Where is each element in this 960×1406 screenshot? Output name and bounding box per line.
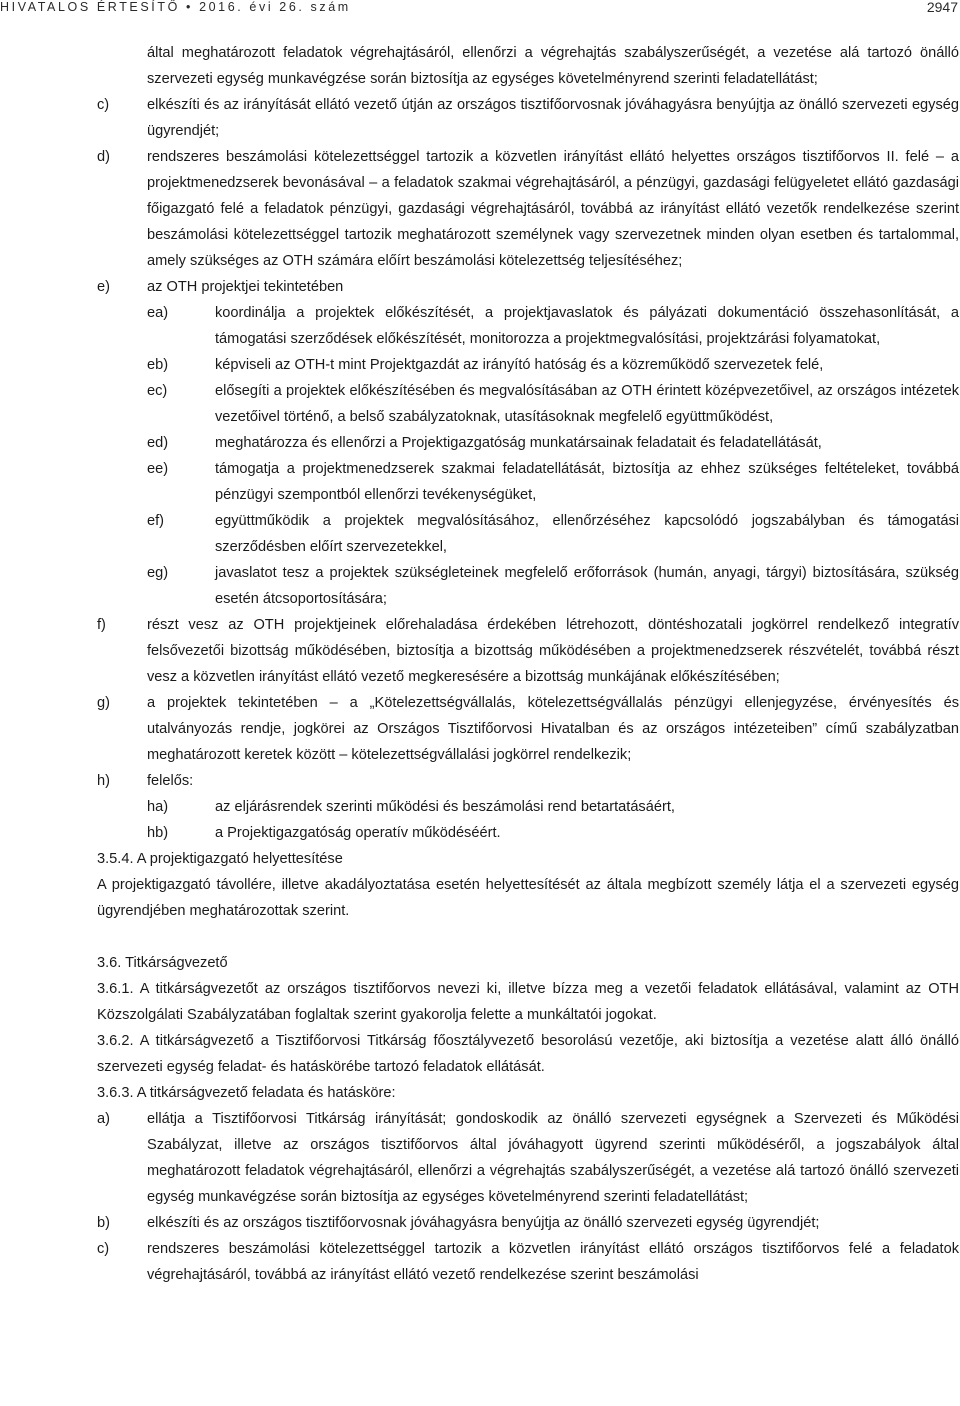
list-item-c bbox=[97, 92, 959, 144]
subitem-text: az eljárásrendek szerinti működési és beszámolási rend betartatásáért, bbox=[215, 799, 675, 815]
item-label: f) bbox=[97, 617, 106, 633]
item-label: a) bbox=[97, 1111, 110, 1127]
document-body bbox=[97, 40, 959, 1288]
journal-title: HIVATALOS ÉRTESÍTŐ bbox=[0, 0, 180, 14]
subitem-label: hb) bbox=[147, 825, 169, 841]
item-text: rendszeres beszámolási kötelezettséggel tartozik a közvetlen irányítást ellátó országos tisztifőorvos felé a feladatok végrehajtásáról, továbbá az irányítást ellátó vezető rendelkezése szerint beszámolási bbox=[147, 1241, 959, 1283]
subitem-label: ha) bbox=[147, 799, 169, 815]
subitem-label: ee) bbox=[147, 461, 169, 477]
sublist-item-hb bbox=[97, 820, 959, 846]
sublist-item-ea bbox=[97, 300, 959, 352]
item-label: c) bbox=[97, 1241, 110, 1257]
running-header bbox=[0, 0, 960, 20]
section-heading-3-5-4: 3.5.4. A projektigazgató helyettesítése bbox=[97, 851, 343, 867]
sublist-item-ef bbox=[97, 508, 959, 560]
sublist-item-ha bbox=[97, 794, 959, 820]
subitem-text: elősegíti a projektek előkészítésében és megvalósításában az OTH érintett középvezetőivel, az országos intézetek vezetőivel történő, a belső szabályzatoknak, utasításoknak megfelelő együttműködést, bbox=[215, 383, 959, 425]
subitem-text: együttműködik a projektek megvalósításához, ellenőrzéséhez kapcsolódó jogszabályban és támogatási szerződésben előírt szervezetekkel, bbox=[215, 513, 959, 555]
item-text: elkészíti és az országos tisztifőorvosnak jóváhagyásra benyújtja az önálló szervezeti egység ügyrendjét; bbox=[147, 1215, 820, 1231]
paragraph-3-6-3: 3.6.3. A titkárságvezető feladata és hatásköre: bbox=[97, 1085, 396, 1101]
item-text: a projektek tekintetében – a „Kötelezettségvállalás, kötelezettségvállalás pénzügyi ellenjegyzése, érvényesítés és utalványozás rendje, jogkörei az Országos Tisztifőorvosi Hivatalban és az országos intézeteiben” című szabályzatban meghatározott keretek között – kötelezettségvállalási jogkörrel rendelkezik; bbox=[147, 695, 959, 763]
list-item-c-2 bbox=[97, 1236, 959, 1288]
list-item-b bbox=[97, 1210, 959, 1236]
subitem-label: eb) bbox=[147, 357, 169, 373]
sublist-item-eb bbox=[97, 352, 959, 378]
list-item-e bbox=[97, 274, 959, 300]
list-item-h bbox=[97, 768, 959, 794]
sublist-item-ed bbox=[97, 430, 959, 456]
item-text: ellátja a Tisztifőorvosi Titkárság irányítását; gondoskodik az önálló szervezeti egységnek a Szervezeti és Működési Szabályzat, illetve az országos tisztifőorvos által jóváhagyott ügyrend szerinti működéséről, a jogszabályok által meghatározott feladatok végrehajtásáról, ellenőrzi a végrehajtás szabályszerűségét, a vezetése alá tartozó önálló szervezeti egység munkavégzése során biztosítja az egységes követelményrend szerinti feladatellátást; bbox=[147, 1111, 959, 1205]
continued-paragraph: által meghatározott feladatok végrehajtásáról, ellenőrzi a végrehajtás szabályszerűségét, a vezetése alá tartozó önálló szervezeti egység munkavégzése során biztosítja az egységes követelményrend szerinti feladatellátást; bbox=[147, 45, 959, 87]
header-bullet: • bbox=[186, 0, 193, 14]
item-text: rendszeres beszámolási kötelezettséggel tartozik a közvetlen irányítást ellátó helyettes országos tisztifőorvos II. felé – a projektmenedzserek bevonásával – a feladatok szakmai végrehajtásáról, a pénzügyi, gazdasági felügyeletet ellátó gazdasági főigazgató felé a feladatok pénzügyi, gazdasági végrehajtásáról, továbbá az irányítást ellátó vezetők rendelkezése szerint beszámolási kötelezettséggel tartozik meghatározott személynek vagy szervezetnek minden olyan esetben és tartalommal, amely szükséges az OTH számára előírt beszámolási kötelezettség teljesítéséhez; bbox=[147, 149, 959, 269]
issue-label: 2016. évi 26. szám bbox=[199, 0, 351, 14]
item-text: részt vesz az OTH projektjeinek előrehaladása érdekében létrehozott, döntéshozatali jogkörrel rendelkező integratív felsővezetői bizottság működésében, biztosítja a bizottság működésében a projektmenedzserek részvételét, továbbá részt vesz a közvetlen irányítást ellátó vezető megkeresésére a bizottság munkájának előkészítésében; bbox=[147, 617, 959, 685]
item-text: felelős: bbox=[147, 773, 194, 789]
paragraph-3-6-1: 3.6.1. A titkárságvezetőt az országos tisztifőorvos nevezi ki, illetve bízza meg a vezetői feladatok ellátásával, valamint az OTH Közszolgálati Szabályzatában foglaltak szerint gyakorolja felette a munkáltatói jogokat. bbox=[97, 981, 959, 1023]
sublist-item-eg bbox=[97, 560, 959, 612]
subitem-text: képviseli az OTH-t mint Projektgazdát az irányító hatóság és a közreműködő szervezetek felé, bbox=[215, 357, 824, 373]
journal-header bbox=[0, 0, 351, 14]
subitem-label: ea) bbox=[147, 305, 169, 321]
subitem-text: támogatja a projektmenedzserek szakmai feladatellátását, biztosítja az ehhez szükséges feltételeket, továbbá pénzügyi szempontból ellenőrzi tevékenységüket, bbox=[215, 461, 959, 503]
sublist-item-ec bbox=[97, 378, 959, 430]
item-text: elkészíti és az irányítását ellátó vezető útján az országos tisztifőorvosnak jóváhagyásra benyújtja az önálló szervezeti egység ügyrendjét; bbox=[147, 97, 959, 139]
sublist-item-ee bbox=[97, 456, 959, 508]
item-text: az OTH projektjei tekintetében bbox=[147, 279, 344, 295]
item-label: h) bbox=[97, 773, 110, 789]
section-paragraph: A projektigazgató távollére, illetve akadályoztatása esetén helyettesítését az általa megbízott személy látja el a szervezeti egység ügyrendjében meghatározottak szerint. bbox=[97, 877, 959, 919]
subitem-label: ef) bbox=[147, 513, 165, 529]
subitem-label: ed) bbox=[147, 435, 169, 451]
subitem-label: eg) bbox=[147, 565, 169, 581]
item-label: b) bbox=[97, 1215, 110, 1231]
subitem-text: a Projektigazgatóság operatív működéséért. bbox=[215, 825, 501, 841]
item-label: d) bbox=[97, 149, 110, 165]
section-spacer bbox=[97, 924, 959, 950]
section-heading-3-6: 3.6. Titkárságvezető bbox=[97, 955, 228, 971]
list-item-a bbox=[97, 1106, 959, 1210]
subitem-label: ec) bbox=[147, 383, 168, 399]
list-item-f bbox=[97, 612, 959, 690]
subitem-text: meghatározza és ellenőrzi a Projektigazgatóság munkatársainak feladatait és feladatellátását, bbox=[215, 435, 822, 451]
subitem-text: javaslatot tesz a projektek szükségleteinek megfelelő erőforrások (humán, anyagi, tárgyi) biztosítására, szükség esetén átcsoportosítására; bbox=[215, 565, 959, 607]
item-label: e) bbox=[97, 279, 110, 295]
subitem-text: koordinálja a projektek előkészítését, a projektjavaslatok és pályázati dokumentáció összehasonlítását, a támogatási szerződések előkészítését, monitorozza a projektmegvalósítási, projektzárási folyamatokat, bbox=[215, 305, 959, 347]
item-label: g) bbox=[97, 695, 110, 711]
paragraph-3-6-2: 3.6.2. A titkárságvezető a Tisztifőorvosi Titkárság főosztályvezető besorolású vezetője, aki biztosítja a vezetése alatt álló önálló szervezeti egység feladat- és hatáskörébe tartozó feladatok ellátását. bbox=[97, 1033, 959, 1075]
list-item-d bbox=[97, 144, 959, 274]
page-number: 2947 bbox=[926, 0, 958, 15]
item-label: c) bbox=[97, 97, 110, 113]
list-item-g bbox=[97, 690, 959, 768]
